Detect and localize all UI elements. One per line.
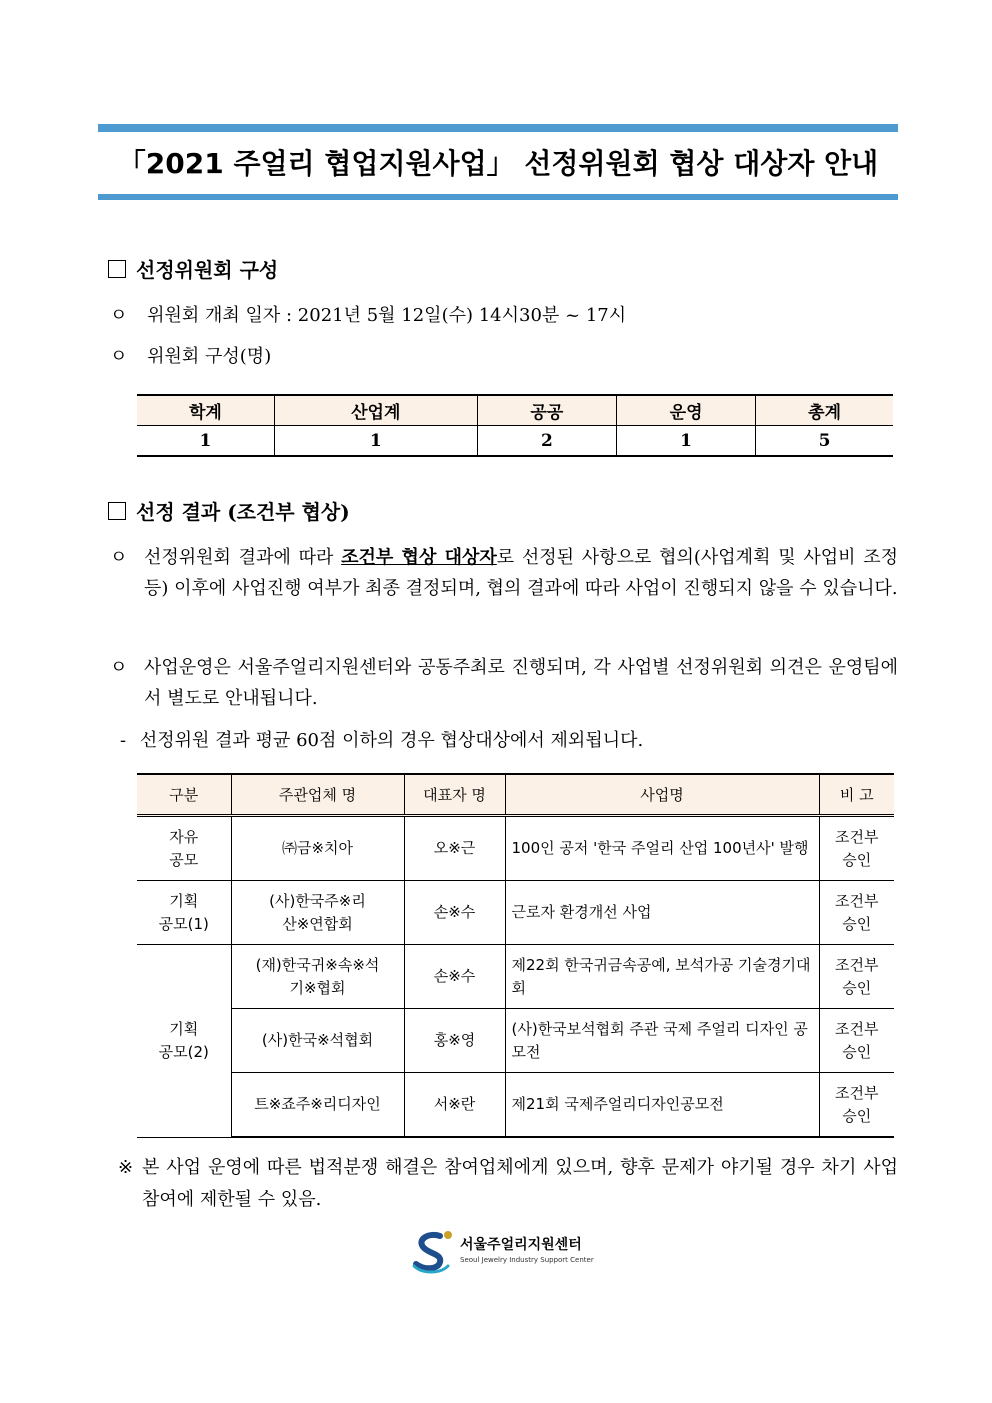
- project-cell: 100인 공저 '한국 주얼리 산업 100년사' 발행: [505, 816, 819, 881]
- title-bottom-rule: [98, 194, 898, 200]
- section2-heading-text: 선정 결과 (조건부 협상): [136, 500, 350, 524]
- table-row: [137, 1009, 894, 1073]
- representative-cell: 오※근: [404, 816, 505, 881]
- committee-table: [137, 394, 893, 457]
- para1-text-after: 로 선정된 사항으로 협의(사업계획 및 사업비 조정 등) 이후에 사업진행 여부가 최종 결정되며, 협의 결과에 따라 사업이 진행되지 않을 수 있습니다.: [144, 547, 898, 599]
- table-row: [137, 816, 894, 881]
- committee-header-cell: 산업계: [274, 395, 477, 426]
- category-cell: 기획 공모(1): [137, 881, 231, 945]
- section1-heading: [108, 256, 278, 284]
- para1-text-before: 선정위원회 결과에 따라: [144, 547, 342, 568]
- project-cell: (사)한국보석협회 주관 국제 주얼리 디자인 공모전: [505, 1009, 819, 1073]
- committee-composition-text: 위원회 구성(명): [147, 346, 272, 367]
- committee-value-cell: 5: [756, 426, 893, 457]
- exclusion-note: [120, 729, 643, 753]
- committee-value-cell: 1: [137, 426, 274, 457]
- dash-mark: -: [120, 730, 127, 751]
- title-top-rule: [98, 124, 898, 132]
- section1-heading-text: 선정위원회 구성: [136, 258, 279, 282]
- company-cell: ㈜금※치아: [231, 816, 404, 881]
- bullet-mark: ㅇ: [110, 346, 128, 367]
- results-header-cell: 사업명: [505, 774, 819, 816]
- project-cell: 제21회 국제주얼리디자인공모전: [505, 1073, 819, 1138]
- bullet-mark: ㅇ: [110, 657, 128, 678]
- footnote-text: 본 사업 운영에 따른 법적분쟁 해결은 참여업체에게 있으며, 향후 문제가 야기될 경우 차기 사업 참여에 제한될 수 있음.: [142, 1157, 898, 1210]
- result-paragraph-1: [110, 542, 898, 604]
- logo-english-name: Seoul Jewelry Industry Support Center: [460, 1256, 594, 1264]
- reference-mark: ※: [118, 1157, 134, 1178]
- checkbox-square-icon: [108, 502, 126, 520]
- committee-header-cell: 학계: [137, 395, 274, 426]
- para1-emphasis: 조건부 협상 대상자: [341, 547, 497, 568]
- committee-value-cell: 1: [616, 426, 755, 457]
- company-cell: (사)한국주※리 산※연합회: [231, 881, 404, 945]
- checkbox-square-icon: [108, 260, 126, 278]
- project-cell: 제22회 한국귀금속공예, 보석가공 기술경기대회: [505, 945, 819, 1009]
- committee-header-cell: 공공: [477, 395, 616, 426]
- committee-value-cell: 2: [477, 426, 616, 457]
- note-cell: 조건부 승인: [819, 881, 894, 945]
- footnote: [118, 1152, 898, 1216]
- bullet-mark: ㅇ: [110, 305, 128, 326]
- section1-bullet-2: [110, 345, 271, 369]
- company-cell: (재)한국귀※속※석 기※협회: [231, 945, 404, 1009]
- note-cell: 조건부 승인: [819, 816, 894, 881]
- category-cell: 자유 공모: [137, 816, 231, 881]
- representative-cell: 손※수: [404, 881, 505, 945]
- results-header-cell: 구분: [137, 774, 231, 816]
- committee-table-row: [137, 426, 893, 457]
- table-row: [137, 945, 894, 1009]
- committee-table-header: [137, 395, 893, 426]
- bullet-mark: ㅇ: [110, 547, 128, 568]
- para2-text: 사업운영은 서울주얼리지원센터와 공동주최로 진행되며, 각 사업별 선정위원회 의견은 운영팀에서 별도로 안내됩니다.: [144, 657, 898, 709]
- logo-s-mark: [416, 1235, 440, 1268]
- category-cell: 기획 공모(2): [137, 945, 231, 1138]
- company-cell: 트※죠주※리디자인: [231, 1073, 404, 1138]
- exclusion-note-text: 선정위원 결과 평균 60점 이하의 경우 협상대상에서 제외됩니다.: [139, 730, 644, 751]
- results-header-cell: 비 고: [819, 774, 894, 816]
- committee-header-cell: 운영: [616, 395, 755, 426]
- committee-value-cell: 1: [274, 426, 477, 457]
- committee-header-cell: 총계: [756, 395, 893, 426]
- logo-korean-name: 서울주얼리지원센터: [460, 1237, 582, 1253]
- note-cell: 조건부 승인: [819, 945, 894, 1009]
- company-cell: (사)한국※석협회: [231, 1009, 404, 1073]
- results-table-header: [137, 774, 894, 816]
- representative-cell: 홍※영: [404, 1009, 505, 1073]
- section1-bullet-1: [110, 304, 626, 328]
- section2-heading: [108, 498, 350, 526]
- meeting-date-text: 위원회 개최 일자 : 2021년 5월 12일(수) 14시30분 ~ 17시: [147, 305, 627, 326]
- table-row: [137, 881, 894, 945]
- representative-cell: 손※수: [404, 945, 505, 1009]
- note-cell: 조건부 승인: [819, 1073, 894, 1138]
- results-header-cell: 대표자 명: [404, 774, 505, 816]
- results-header-cell: 주관업체 명: [231, 774, 404, 816]
- note-cell: 조건부 승인: [819, 1009, 894, 1073]
- project-cell: 근로자 환경개선 사업: [505, 881, 819, 945]
- selection-results-table: [137, 773, 894, 1138]
- table-row: [137, 1073, 894, 1138]
- page-title: 「2021 주얼리 협업지원사업」 선정위원회 협상 대상자 안내: [117, 147, 879, 180]
- representative-cell: 서※란: [404, 1073, 505, 1138]
- logo-gem-dot: [444, 1231, 452, 1239]
- result-paragraph-2: [110, 652, 898, 714]
